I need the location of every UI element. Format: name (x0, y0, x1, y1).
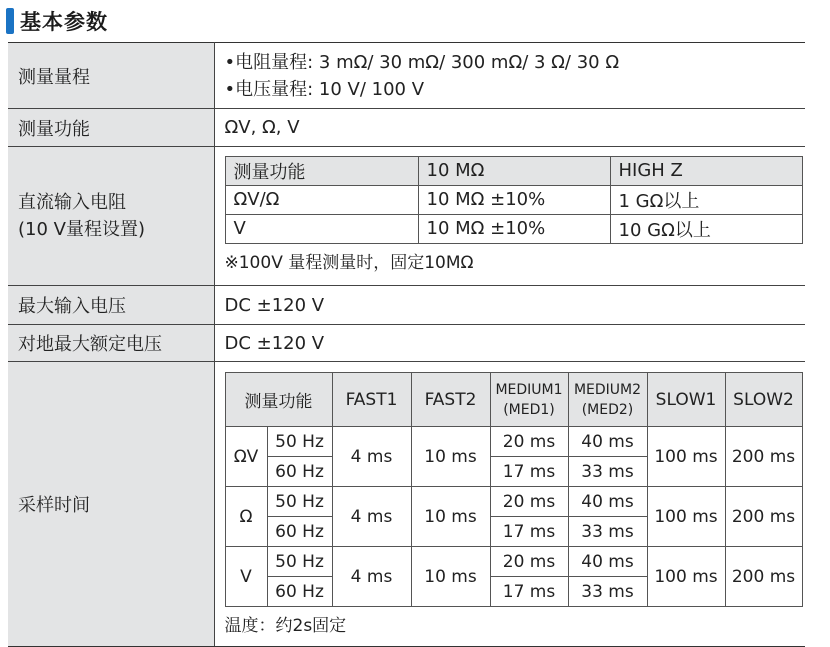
sampling-header-row (225, 373, 802, 427)
dc-input-cell: V (225, 214, 418, 243)
sampling-slow1-cell: 100 ms (647, 547, 725, 607)
sampling-freq-cell: 60 Hz (267, 577, 332, 607)
medium1-name: MEDIUM1 (495, 381, 563, 398)
dc-input-cell: 10 MΩ ±10% (418, 185, 610, 214)
spec-label-dc-input (8, 147, 214, 286)
dc-input-cell: 10 MΩ ±10% (418, 214, 610, 243)
spec-label-max-input: 最大输入电压 (8, 286, 214, 325)
sampling-med2-cell: 40 ms (568, 487, 647, 517)
dc-input-table (225, 156, 803, 244)
spec-value-max-input: DC ±120 V (214, 286, 805, 325)
medium2-name: MEDIUM2 (573, 381, 642, 398)
sampling-fast2-cell: 10 ms (411, 487, 490, 547)
dc-input-header-row (225, 156, 802, 185)
sampling-fast1-cell: 4 ms (332, 427, 411, 487)
spec-label-sampling: 采样时间 (8, 362, 214, 647)
sampling-slow1-cell: 100 ms (647, 427, 725, 487)
spec-table (8, 42, 805, 647)
sampling-slow2-cell: 200 ms (725, 547, 802, 607)
sampling-header-slow2: SLOW2 (725, 373, 802, 427)
sampling-freq-cell: 60 Hz (267, 457, 332, 487)
sampling-freq-cell: 50 Hz (267, 547, 332, 577)
sampling-med2-cell: 33 ms (568, 457, 647, 487)
dc-input-cell: ΩV/Ω (225, 185, 418, 214)
resistance-range-text: •电阻量程: 3 mΩ/ 30 mΩ/ 300 mΩ/ 3 Ω/ 30 Ω (224, 51, 620, 73)
sampling-med1-cell: 20 ms (490, 547, 568, 577)
sampling-header-medium2 (568, 373, 647, 427)
title-accent-bar (6, 8, 14, 34)
sampling-freq-cell: 60 Hz (267, 517, 332, 547)
spec-value-sampling (214, 362, 805, 647)
sampling-med2-cell: 33 ms (568, 577, 647, 607)
sampling-header-medium1 (490, 373, 568, 427)
sampling-row (225, 487, 802, 517)
dc-input-header-cell: 测量功能 (225, 156, 418, 185)
section-title-text: 基本参数 (20, 10, 108, 34)
sampling-med2-cell: 40 ms (568, 547, 647, 577)
dc-input-cell: 10 GΩ以上 (610, 214, 802, 243)
sampling-header-fast2: FAST2 (411, 373, 490, 427)
spec-value-max-ground: DC ±120 V (214, 325, 805, 362)
spec-row-range (8, 43, 805, 109)
dc-input-row (225, 214, 802, 243)
dc-input-label-line1: 直流输入电阻 (18, 192, 126, 213)
section-title (6, 8, 108, 34)
sampling-function-cell: Ω (225, 487, 267, 547)
sampling-row (225, 547, 802, 577)
sampling-note: 温度：约2s固定 (224, 616, 347, 636)
sampling-slow1-cell: 100 ms (647, 487, 725, 547)
spec-label-function: 测量功能 (8, 109, 214, 147)
sampling-header-fast1: FAST1 (332, 373, 411, 427)
dc-input-cell: 1 GΩ以上 (610, 185, 802, 214)
sampling-table (225, 372, 803, 607)
sampling-function-cell: ΩV (225, 427, 267, 487)
dc-input-note: ※100V 量程测量时，固定10MΩ (224, 252, 474, 273)
sampling-function-cell: V (225, 547, 267, 607)
dc-input-label-line2: (10 V量程设置) (18, 219, 145, 240)
dc-input-row (225, 185, 802, 214)
voltage-range-text: •电压量程: 10 V/ 100 V (224, 78, 425, 100)
sampling-header-function: 测量功能 (225, 373, 332, 427)
spec-row-dc-input (8, 147, 805, 286)
sampling-slow2-cell: 200 ms (725, 427, 802, 487)
dc-input-header-cell: 10 MΩ (418, 156, 610, 185)
sampling-med1-cell: 17 ms (490, 577, 568, 607)
sampling-row (225, 427, 802, 457)
spec-row-function (8, 109, 805, 147)
sampling-fast1-cell: 4 ms (332, 547, 411, 607)
sampling-fast2-cell: 10 ms (411, 427, 490, 487)
spec-label-range: 测量量程 (8, 43, 214, 109)
sampling-fast2-cell: 10 ms (411, 547, 490, 607)
spec-value-function: ΩV, Ω, V (214, 109, 805, 147)
medium1-abbr: (MED1) (503, 401, 555, 418)
sampling-med2-cell: 33 ms (568, 517, 647, 547)
sampling-freq-cell: 50 Hz (267, 487, 332, 517)
spec-value-dc-input (214, 147, 805, 286)
sampling-freq-cell: 50 Hz (267, 427, 332, 457)
sampling-slow2-cell: 200 ms (725, 487, 802, 547)
sampling-med2-cell: 40 ms (568, 427, 647, 457)
spec-label-max-ground: 对地最大额定电压 (8, 325, 214, 362)
sampling-med1-cell: 17 ms (490, 517, 568, 547)
sampling-med1-cell: 20 ms (490, 487, 568, 517)
medium2-abbr: (MED2) (581, 401, 634, 418)
spec-row-max-ground (8, 325, 805, 362)
spec-row-max-input (8, 286, 805, 325)
spec-value-range (214, 43, 805, 109)
sampling-med1-cell: 17 ms (490, 457, 568, 487)
sampling-med1-cell: 20 ms (490, 427, 568, 457)
sampling-header-slow1: SLOW1 (647, 373, 725, 427)
dc-input-header-cell: HIGH Z (610, 156, 802, 185)
spec-row-sampling (8, 362, 805, 647)
sampling-fast1-cell: 4 ms (332, 487, 411, 547)
